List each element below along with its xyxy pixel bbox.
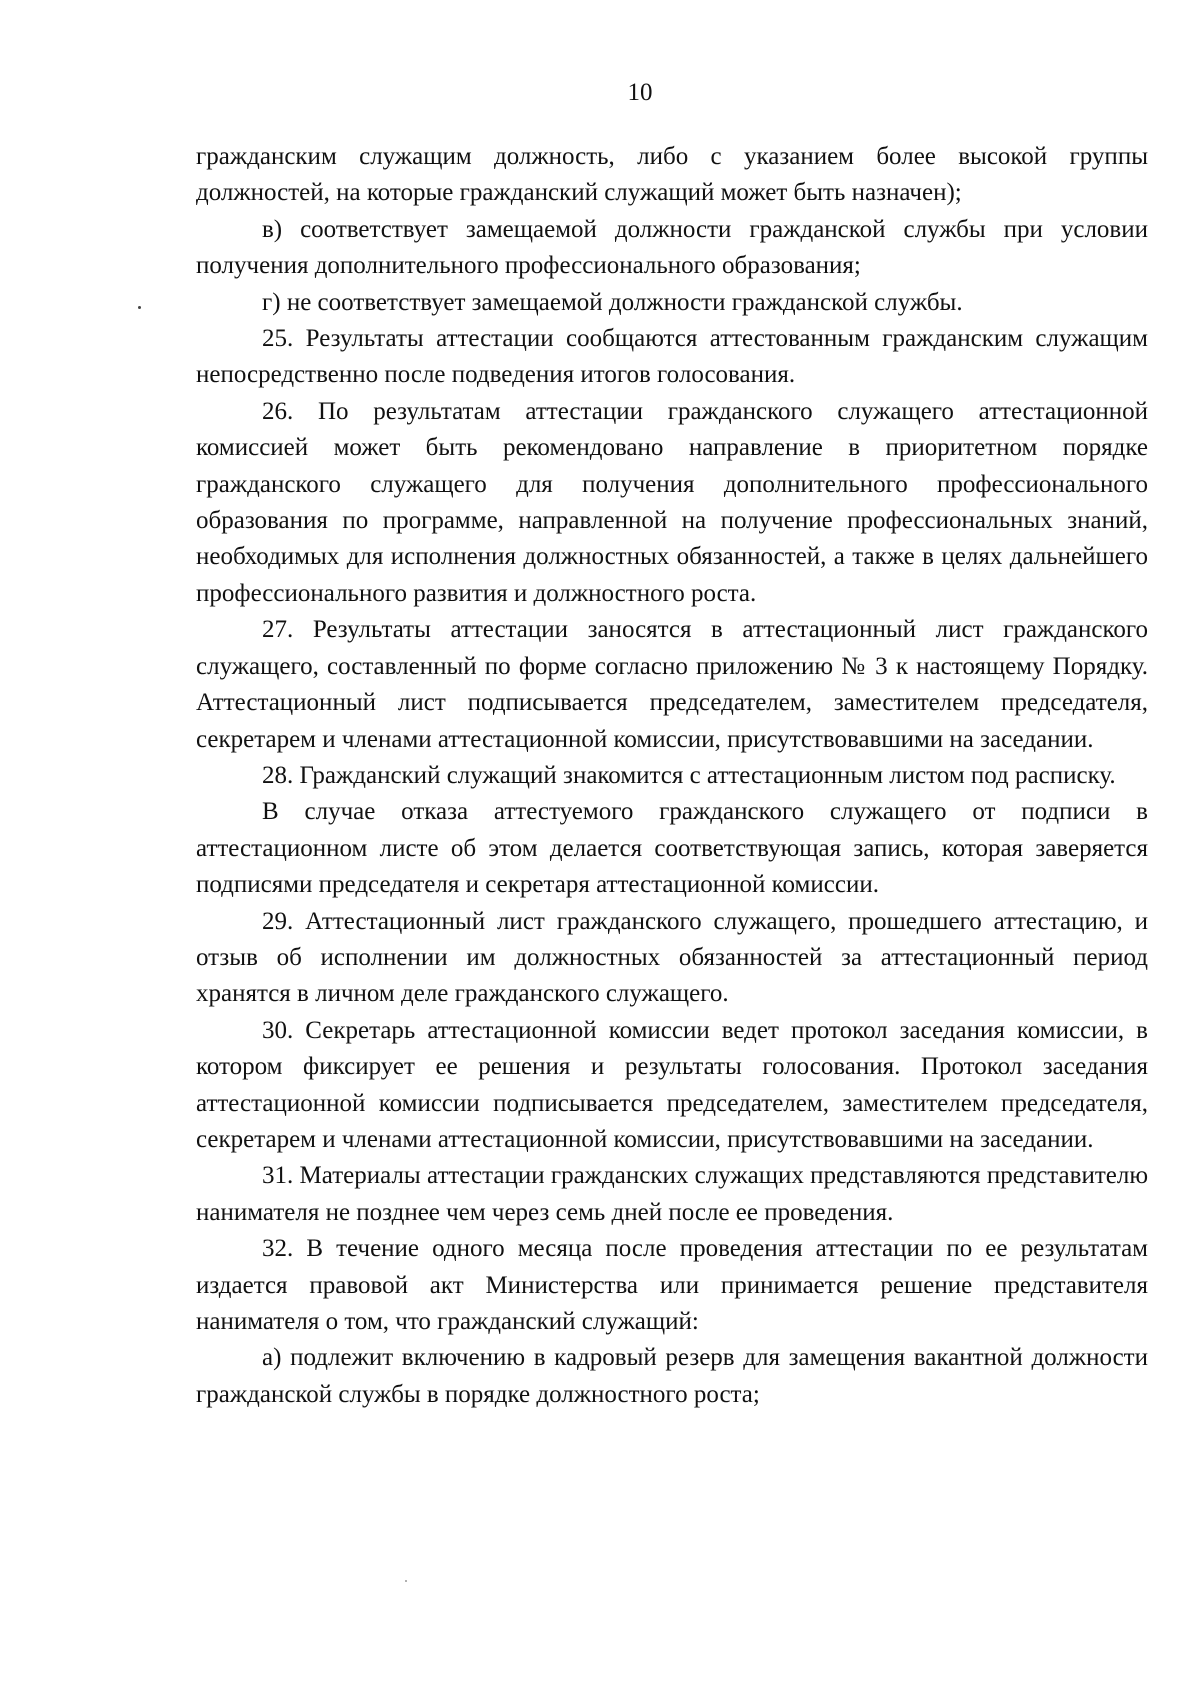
- page-number: 10: [627, 79, 653, 106]
- paragraph-item-g: г) не соответствует замещаемой должности гражданской службы.: [262, 288, 963, 316]
- paragraph-29: 29. Аттестационный лист гражданского служащего, прошедшего аттестацию, и отзыв об исполнении им должностных обязанностей за аттестационный период хранятся в личном деле гражданского служащего.: [196, 907, 1148, 1008]
- paragraph-30: 30. Секретарь аттестационной комиссии ведет протокол заседания комиссии, в котором фиксирует ее решения и результаты голосования. Протокол заседания аттестационной комиссии подписывается председателем, заместителем председателя, секретарем и членами аттестационной комиссии, присутствовавшими на заседании.: [196, 1016, 1148, 1153]
- paragraph-item-a: а) подлежит включению в кадровый резерв для замещения вакантной должности гражданской службы в порядке должностного роста;: [196, 1344, 1148, 1408]
- paragraph-refusal: В случае отказа аттестуемого гражданского служащего от подписи в аттестационном листе об этом делается соответствующая запись, которая заверяется подписями председателя и секретаря аттестационной комиссии.: [196, 798, 1148, 899]
- paragraph-32: 32. В течение одного месяца после проведения аттестации по ее результатам издается правовой акт Министерства или принимается решение представителя нанимателя о том, что гражданский служащий:: [196, 1235, 1148, 1335]
- paragraph-26: 26. По результатам аттестации гражданского служащего аттестационной комиссией может быть рекомендовано направление в приоритетном порядке гражданского служащего для получения дополнительного профессионального образования по программе, направленной на получение профессиональных знаний, необходимых для исполнения должностных обязанностей, а также в целях дальнейшего профессионального развития и должностного роста.: [196, 397, 1148, 607]
- paragraph-28: 28. Гражданский служащий знакомится с аттестационным листом под расписку.: [262, 761, 1116, 789]
- scan-margin-dot: [138, 306, 141, 309]
- scan-speck: [405, 1580, 407, 1582]
- paragraph-continuation: гражданским служащим должность, либо с указанием более высокой группы должностей, на которые гражданский служащий может быть назначен);: [196, 143, 1148, 207]
- paragraph-31: 31. Материалы аттестации гражданских служащих представляются представителю нанимателя не позднее чем через семь дней после ее проведения.: [196, 1162, 1148, 1226]
- paragraph-27: 27. Результаты аттестации заносятся в аттестационный лист гражданского служащего, составленный по форме согласно приложению № 3 к настоящему Порядку. Аттестационный лист подписывается председателем, заместителем председателя, секретарем и членами аттестационной комиссии, присутствовавшими на заседании.: [196, 616, 1148, 753]
- paragraph-item-v: в) соответствует замещаемой должности гражданской службы при условии получения дополнительного профессионального образования;: [196, 215, 1148, 280]
- document-text-body: [196, 139, 1148, 1413]
- paragraph-25: 25. Результаты аттестации сообщаются аттестованным гражданским служащим непосредственно после подведения итогов голосования.: [196, 325, 1148, 389]
